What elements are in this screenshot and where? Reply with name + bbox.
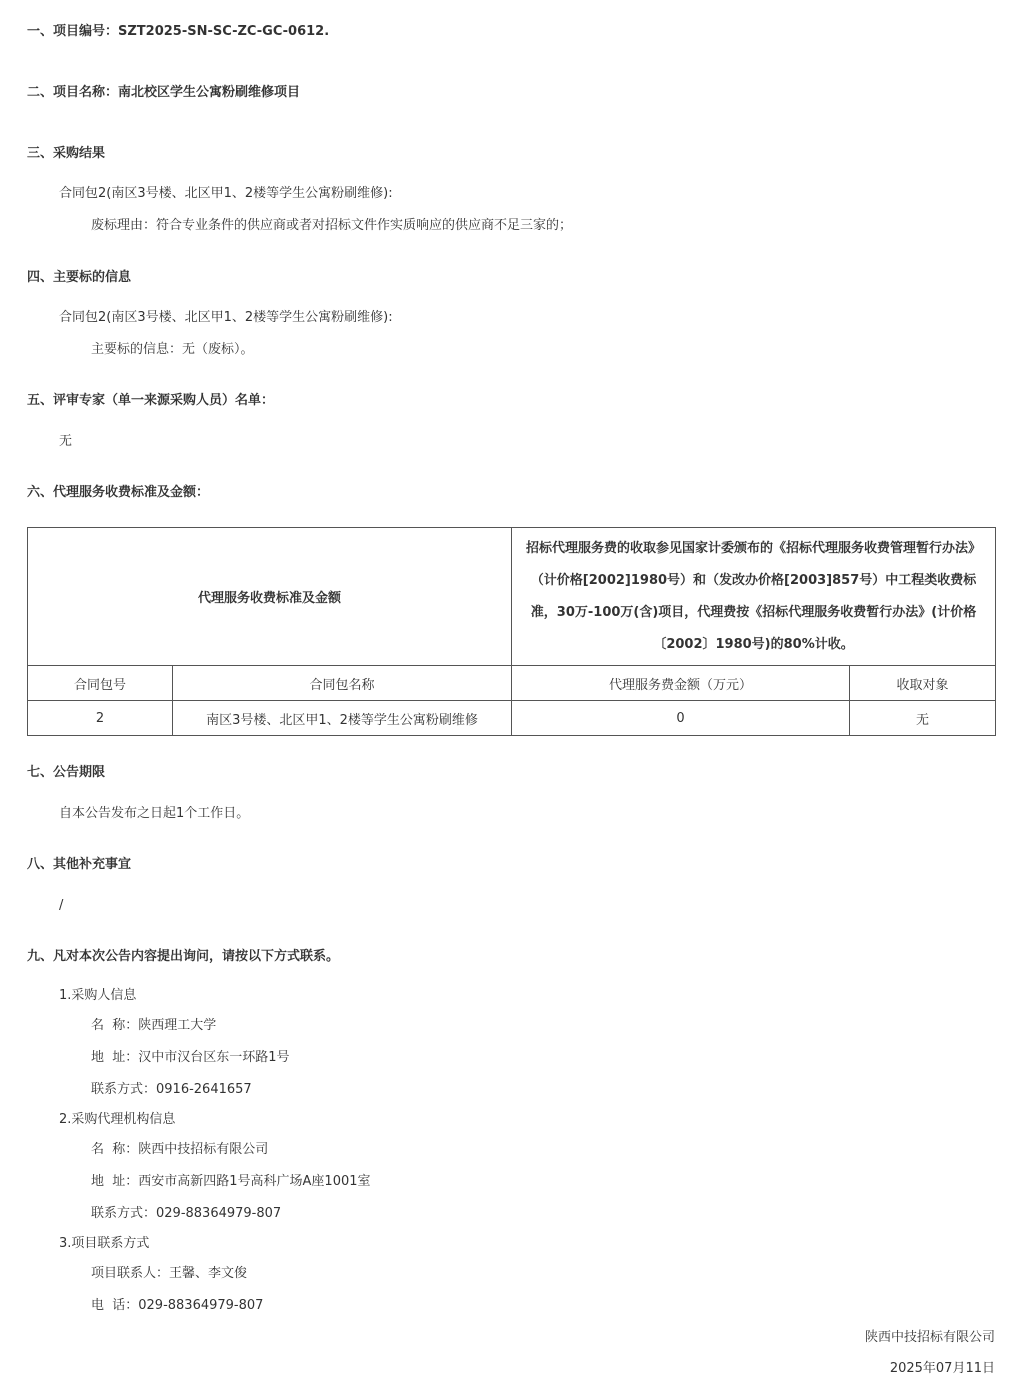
header-package-number: 合同包号 [28, 666, 173, 701]
header-payer: 收取对象 [850, 666, 996, 701]
footer-company: 陕西中技招标有限公司 [864, 1330, 995, 1345]
purchaser-address: 地 址：汉中市汉台区东一环路1号 [91, 1050, 290, 1065]
cell-fee-amount: 0 [512, 701, 850, 736]
header-package-name: 合同包名称 [173, 666, 512, 701]
project-name-label: 二、项目名称： [27, 85, 119, 100]
project-name-line [27, 84, 300, 102]
header-fee-amount: 代理服务费金额（万元） [512, 666, 850, 701]
fee-standard-row [28, 528, 996, 666]
purchaser-contact: 联系方式：0916-2641657 [91, 1082, 252, 1097]
contact-heading: 九、凡对本次公告内容提出询问，请按以下方式联系。 [27, 949, 340, 964]
announcement-period-heading: 七、公告期限 [27, 765, 106, 780]
procurement-result-heading: 三、采购结果 [27, 146, 106, 161]
experts-content: 无 [59, 434, 73, 449]
cell-package-name: 南区3号楼、北区甲1、2楼等学生公寓粉刷维修 [173, 701, 512, 736]
table-row [28, 701, 996, 736]
footer-date: 2025年07月11日 [889, 1361, 995, 1376]
project-name-value: 南北校区学生公寓粉刷维修项目 [118, 85, 301, 100]
fee-standard-label: 代理服务收费标准及金额 [28, 528, 512, 666]
experts-heading: 五、评审专家（单一来源采购人员）名单： [27, 393, 275, 408]
subject-detail: 主要标的信息：无（废标）。 [91, 342, 254, 357]
agency-contact: 联系方式：029-88364979-807 [91, 1206, 282, 1221]
fee-standard-text: 招标代理服务费的收取参见国家计委颁布的《招标代理服务收费管理暂行办法》（计价格[2002]1980号）和（发改办价格[2003]857号）中工程类收费标准，30万-100万(含)项目，代理费按《招标代理服务收费暂行办法》(计价格〔2002〕1980号)的80%计收。 [512, 528, 996, 666]
agency-address: 地 址：西安市高新四路1号高科广场A座1001室 [91, 1174, 371, 1189]
project-contact-title: 3.项目联系方式 [59, 1236, 150, 1251]
fee-table [27, 527, 996, 736]
main-subject-heading: 四、主要标的信息 [27, 270, 132, 285]
other-matters-content: / [59, 898, 64, 913]
project-number-line [27, 23, 329, 41]
fee-heading: 六、代理服务收费标准及金额： [27, 485, 210, 500]
subject-package: 合同包2(南区3号楼、北区甲1、2楼等学生公寓粉刷维修): [59, 310, 393, 325]
result-detail: 废标理由：符合专业条件的供应商或者对招标文件作实质响应的供应商不足三家的； [91, 218, 573, 233]
cell-package-number: 2 [28, 701, 173, 736]
project-contact-phone: 电 话：029-88364979-807 [91, 1298, 264, 1313]
agency-name: 名 称：陕西中技招标有限公司 [91, 1142, 269, 1157]
other-matters-heading: 八、其他补充事宜 [27, 857, 132, 872]
cell-payer: 无 [850, 701, 996, 736]
announcement-period-content: 自本公告发布之日起1个工作日。 [59, 806, 250, 821]
project-number-value: SZT2025-SN-SC-ZC-GC-0612. [118, 24, 330, 39]
project-contact-people: 项目联系人：王馨、李文俊 [91, 1266, 248, 1281]
table-header-row [28, 666, 996, 701]
result-package: 合同包2(南区3号楼、北区甲1、2楼等学生公寓粉刷维修): [59, 186, 393, 201]
purchaser-title: 1.采购人信息 [59, 988, 137, 1003]
purchaser-name: 名 称：陕西理工大学 [91, 1018, 217, 1033]
agency-title: 2.采购代理机构信息 [59, 1112, 176, 1127]
project-number-label: 一、项目编号： [27, 24, 119, 39]
